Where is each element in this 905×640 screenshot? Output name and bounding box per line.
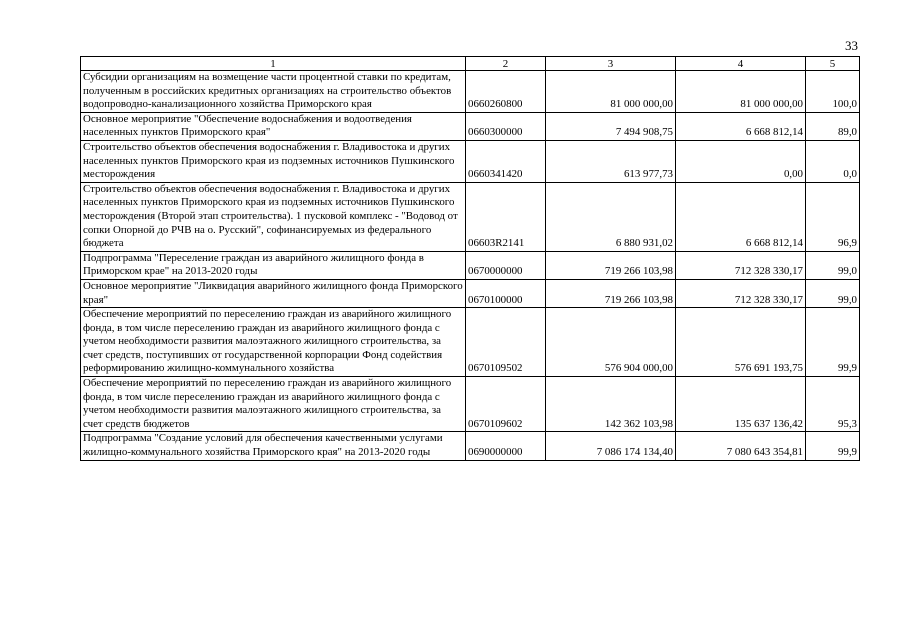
header-col-3: 3 [546, 57, 676, 71]
row-actual: 7 080 643 354,81 [676, 432, 806, 460]
row-plan: 6 880 931,02 [546, 182, 676, 251]
row-code: 0670109602 [466, 377, 546, 432]
table-row [81, 71, 860, 113]
row-percent: 0,0 [806, 140, 860, 182]
row-plan: 7 086 174 134,40 [546, 432, 676, 460]
row-percent: 96,9 [806, 182, 860, 251]
row-code: 0660260800 [466, 71, 546, 113]
header-col-4: 4 [676, 57, 806, 71]
row-plan: 576 904 000,00 [546, 308, 676, 377]
row-code: 06603R2141 [466, 182, 546, 251]
row-code: 0670109502 [466, 308, 546, 377]
row-code: 0660341420 [466, 140, 546, 182]
row-code: 0690000000 [466, 432, 546, 460]
page-number: 33 [845, 38, 858, 53]
row-actual: 81 000 000,00 [676, 71, 806, 113]
header-col-5: 5 [806, 57, 860, 71]
table-row [81, 279, 860, 307]
row-name: Подпрограмма "Переселение граждан из аварийного жилищного фонда в Приморском крае" на 2013-2020 годы [81, 251, 466, 279]
table-row [81, 182, 860, 251]
row-percent: 99,0 [806, 251, 860, 279]
table-row [81, 251, 860, 279]
row-percent: 89,0 [806, 112, 860, 140]
row-code: 0670100000 [466, 279, 546, 307]
row-actual: 0,00 [676, 140, 806, 182]
table-row [81, 432, 860, 460]
table-row [81, 308, 860, 377]
row-plan: 719 266 103,98 [546, 251, 676, 279]
row-name: Основное мероприятие "Обеспечение водоснабжения и водоотведения населенных пунктов Приморского края" [81, 112, 466, 140]
header-row [81, 57, 860, 71]
row-name: Обеспечение мероприятий по переселению граждан из аварийного жилищного фонда, в том числе переселению граждан из аварийного жилищного фонда с учетом необходимости развития малоэтажного жилищного строительства, за счет средств бюджетов [81, 377, 466, 432]
row-actual: 135 637 136,42 [676, 377, 806, 432]
row-percent: 99,0 [806, 279, 860, 307]
row-plan: 613 977,73 [546, 140, 676, 182]
row-percent: 99,9 [806, 432, 860, 460]
row-name: Строительство объектов обеспечения водоснабжения г. Владивостока и других населенных пунктов Приморского края из подземных источников Пушкинского месторождения (Второй этап строительства). 1 пусковой комплекс - "Водовод от сопки Опорной до РЧВ на о. Русский", софинансируемых из федерального бюджета [81, 182, 466, 251]
row-plan: 719 266 103,98 [546, 279, 676, 307]
row-name: Основное мероприятие "Ликвидация аварийного жилищного фонда Приморского края" [81, 279, 466, 307]
row-name: Строительство объектов обеспечения водоснабжения г. Владивостока и других населенных пунктов Приморского края из подземных источников Пушкинского месторождения [81, 140, 466, 182]
table-row [81, 140, 860, 182]
row-actual: 712 328 330,17 [676, 251, 806, 279]
header-col-2: 2 [466, 57, 546, 71]
row-percent: 95,3 [806, 377, 860, 432]
row-percent: 100,0 [806, 71, 860, 113]
row-plan: 142 362 103,98 [546, 377, 676, 432]
row-code: 0660300000 [466, 112, 546, 140]
row-plan: 81 000 000,00 [546, 71, 676, 113]
row-actual: 576 691 193,75 [676, 308, 806, 377]
table-row [81, 377, 860, 432]
header-col-1: 1 [81, 57, 466, 71]
row-actual: 6 668 812,14 [676, 112, 806, 140]
row-name: Субсидии организациям на возмещение части процентной ставки по кредитам, полученным в российских кредитных организациях на строительство объектов водопроводно-канализационного хозяйства Приморского края [81, 71, 466, 113]
row-percent: 99,9 [806, 308, 860, 377]
row-plan: 7 494 908,75 [546, 112, 676, 140]
row-actual: 712 328 330,17 [676, 279, 806, 307]
row-name: Подпрограмма "Создание условий для обеспечения качественными услугами жилищно-коммунального хозяйства Приморского края" на 2013-2020 годы [81, 432, 466, 460]
table-row [81, 112, 860, 140]
row-name: Обеспечение мероприятий по переселению граждан из аварийного жилищного фонда, в том числе переселению граждан из аварийного жилищного фонда с учетом необходимости развития малоэтажного жилищного строительства, за счет средств, поступивших от государственной корпорации Фонд содействия реформированию жилищно-коммунального хозяйства [81, 308, 466, 377]
budget-table [80, 56, 860, 461]
row-actual: 6 668 812,14 [676, 182, 806, 251]
row-code: 0670000000 [466, 251, 546, 279]
